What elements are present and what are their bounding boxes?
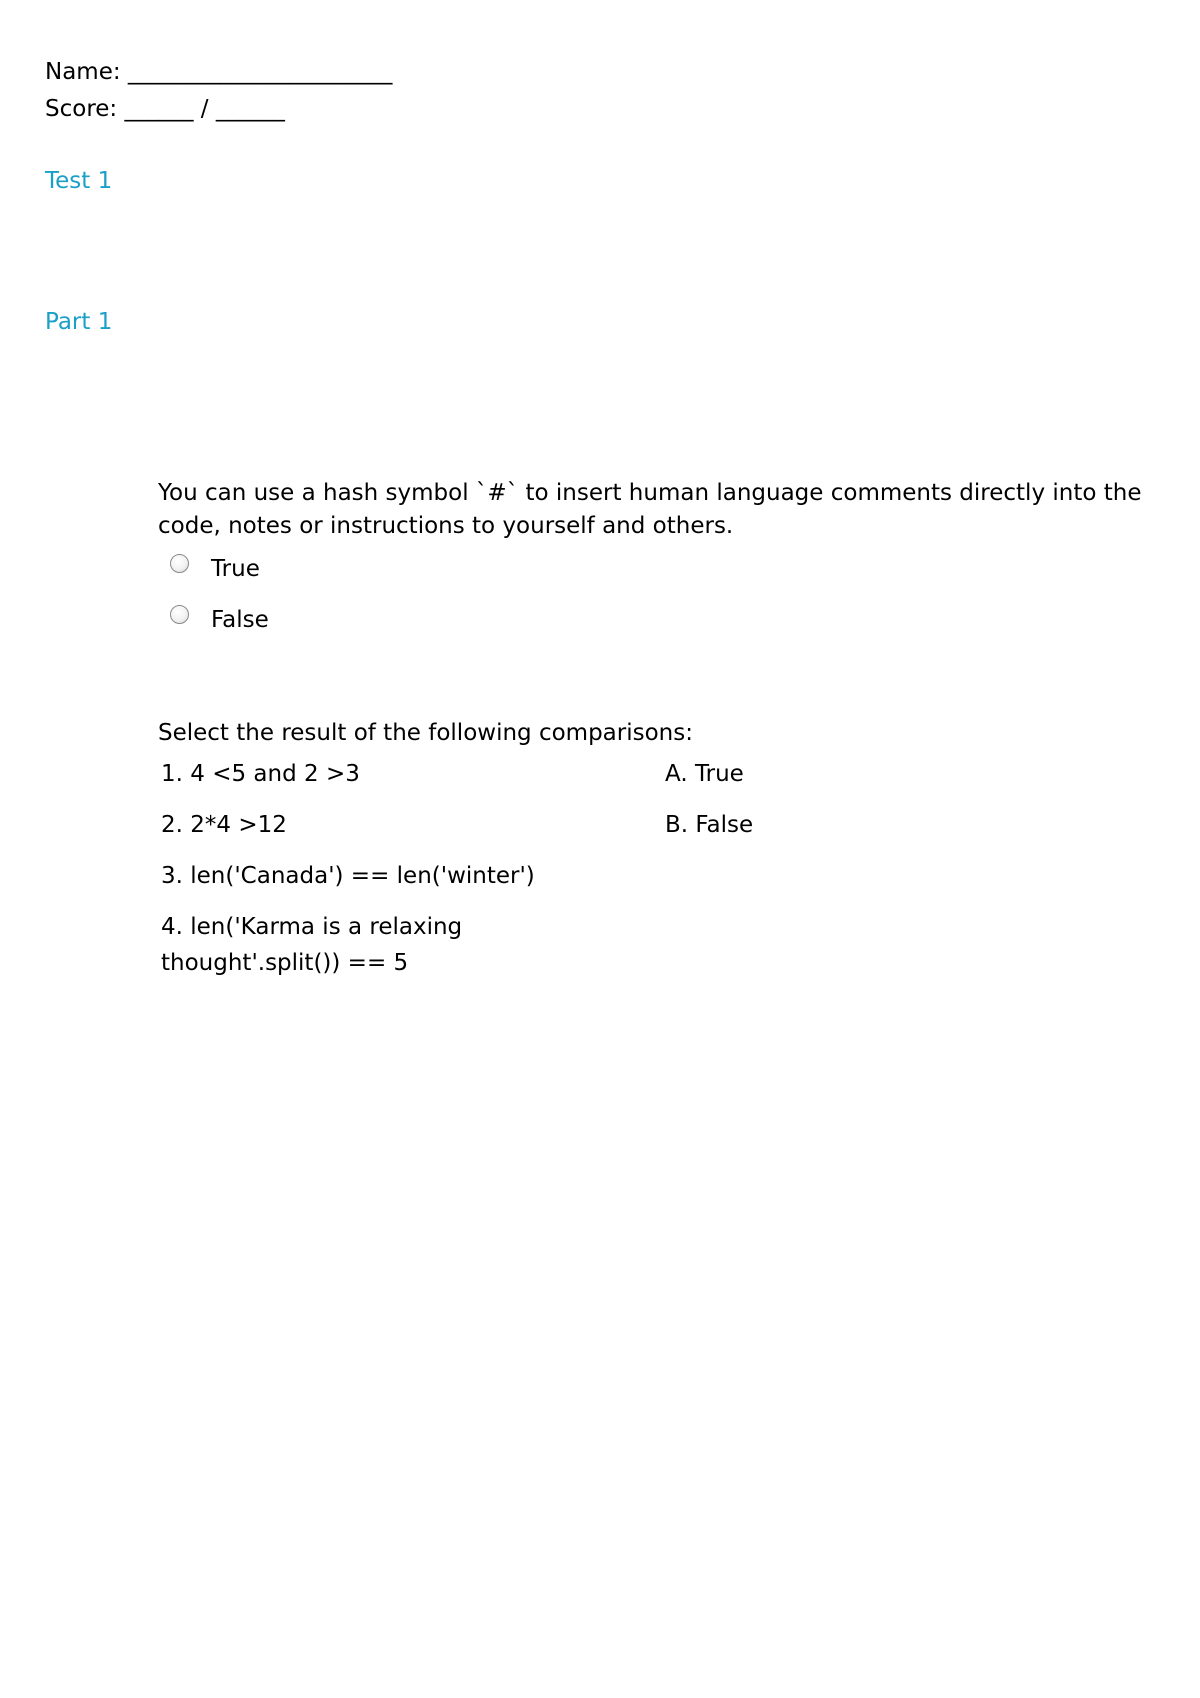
question-text: Select the result of the following comparisons:	[158, 720, 693, 746]
name-field-line: Name: _______________________	[45, 59, 393, 85]
matching-item: 2. 2*4 >12	[161, 812, 287, 838]
option-true[interactable]	[170, 543, 1158, 594]
matching-item: 1. 4 <5 and 2 >3	[161, 761, 360, 787]
matching-choices	[662, 756, 962, 981]
matching-choice: B. False	[665, 812, 754, 838]
question-matching	[158, 717, 1158, 981]
matching-item: 4. len('Karma is a relaxing thought'.split()) == 5	[161, 914, 463, 976]
test-title: Test 1	[45, 168, 113, 194]
score-field-line: Score: ______ / ______	[45, 96, 285, 122]
option-false[interactable]	[170, 594, 1158, 645]
part-title: Part 1	[45, 309, 113, 335]
question-true-false	[158, 477, 1158, 645]
matching-items	[158, 756, 662, 981]
matching-item: 3. len('Canada') == len('winter')	[161, 863, 535, 889]
matching-table	[158, 756, 1158, 981]
question-text: You can use a hash symbol `#` to insert human language comments directly into the code, notes or instructions to yourself and others.	[158, 480, 1142, 539]
radio-button-false[interactable]	[170, 605, 189, 624]
radio-button-true[interactable]	[170, 554, 189, 573]
matching-choice: A. True	[665, 761, 744, 787]
option-label: False	[211, 606, 269, 633]
option-label: True	[211, 555, 260, 582]
